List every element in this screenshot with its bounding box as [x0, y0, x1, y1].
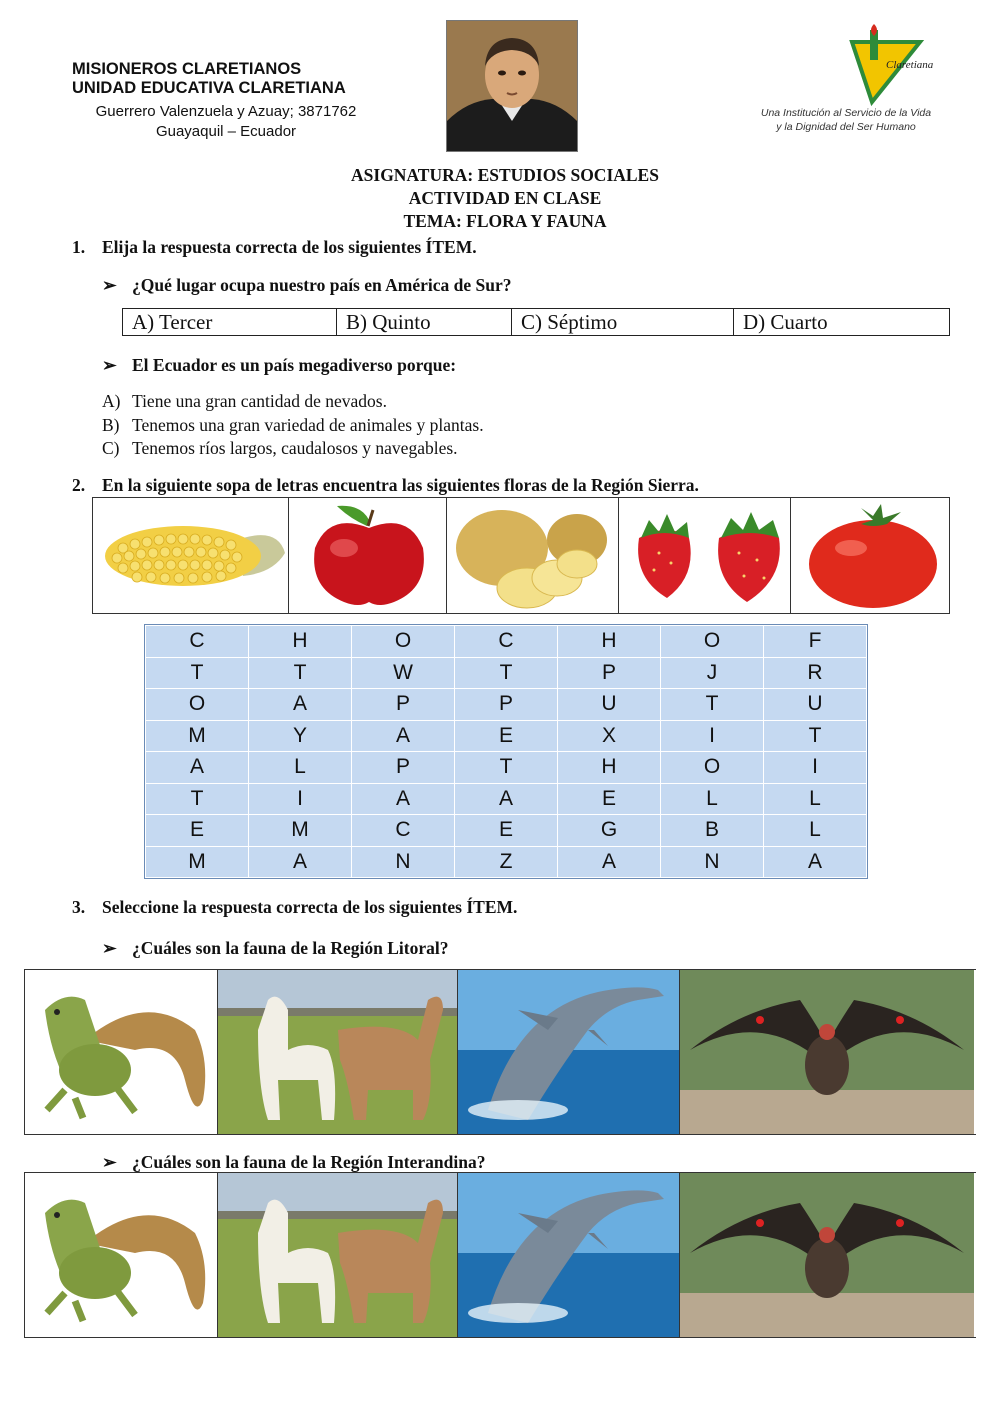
grid-cell[interactable]: A	[146, 752, 249, 784]
grid-row	[146, 846, 867, 878]
iguana-image[interactable]	[24, 970, 218, 1134]
iguana-image[interactable]	[24, 1173, 218, 1337]
question-3-number: 3.	[72, 897, 86, 917]
grid-cell[interactable]: L	[249, 752, 352, 784]
subject-title: ASIGNATURA: ESTUDIOS SOCIALES	[351, 165, 659, 185]
grid-cell[interactable]: O	[661, 626, 764, 658]
question-1	[72, 237, 477, 258]
condor-image[interactable]	[680, 1173, 974, 1337]
grid-cell[interactable]: M	[146, 720, 249, 752]
dolphin-image[interactable]	[458, 1173, 680, 1337]
grid-cell[interactable]: T	[764, 720, 867, 752]
list-item[interactable]: B) Tenemos una gran variedad de animales y plantas.	[102, 414, 484, 435]
activity-title: ACTIVIDAD EN CLASE	[408, 188, 602, 208]
grid-cell[interactable]: A	[764, 846, 867, 878]
grid-cell[interactable]: E	[558, 783, 661, 815]
grid-cell[interactable]: H	[558, 626, 661, 658]
grid-cell[interactable]: H	[249, 626, 352, 658]
q1-sub-1	[102, 275, 512, 296]
grid-row	[146, 626, 867, 658]
grid-cell[interactable]: L	[661, 783, 764, 815]
grid-cell[interactable]: F	[764, 626, 867, 658]
grid-cell[interactable]: I	[661, 720, 764, 752]
fauna-interandina-images	[24, 1172, 976, 1338]
grid-cell[interactable]: E	[455, 815, 558, 847]
grid-cell[interactable]: T	[455, 752, 558, 784]
grid-cell[interactable]: L	[764, 783, 867, 815]
question-2	[72, 475, 699, 496]
grid-cell[interactable]: M	[249, 815, 352, 847]
question-1-number: 1.	[72, 237, 86, 257]
grid-cell[interactable]: O	[352, 626, 455, 658]
grid-cell[interactable]: N	[661, 846, 764, 878]
grid-cell[interactable]: E	[455, 720, 558, 752]
grid-cell[interactable]: C	[146, 626, 249, 658]
tomato-image	[791, 498, 949, 613]
apple-image	[289, 498, 447, 613]
grid-cell[interactable]: A	[352, 783, 455, 815]
grid-row	[146, 783, 867, 815]
grid-cell[interactable]: P	[352, 689, 455, 721]
question-2-text: En la siguiente sopa de letras encuentra las siguientes floras de la Región Sierra.	[102, 475, 699, 495]
q1-sub-2	[102, 355, 456, 376]
question-2-number: 2.	[72, 475, 86, 495]
org-name	[72, 60, 346, 98]
grid-cell[interactable]: O	[146, 689, 249, 721]
q3-sub-1-text: ¿Cuáles son la fauna de la Región Litoral?	[132, 938, 449, 958]
alpacas-image[interactable]	[218, 1173, 458, 1337]
q1-options-table	[122, 308, 950, 336]
org-line-2: UNIDAD EDUCATIVA CLARETIANA	[72, 79, 346, 97]
saint-portrait	[446, 20, 578, 152]
grid-row	[146, 815, 867, 847]
dolphin-image[interactable]	[458, 970, 680, 1134]
grid-cell[interactable]: T	[146, 657, 249, 689]
grid-cell[interactable]: B	[661, 815, 764, 847]
grid-cell[interactable]: T	[249, 657, 352, 689]
option-c[interactable]: C) Séptimo	[512, 309, 734, 335]
org-address	[76, 102, 376, 142]
address-line-2: Guayaquil – Ecuador	[155, 123, 297, 140]
grid-row	[146, 657, 867, 689]
option-b[interactable]: B) Quinto	[337, 309, 512, 335]
grid-cell[interactable]: L	[764, 815, 867, 847]
grid-cell[interactable]: P	[455, 689, 558, 721]
grid-cell[interactable]: W	[352, 657, 455, 689]
question-3-text: Seleccione la respuesta correcta de los siguientes ÍTEM.	[102, 897, 518, 917]
grid-cell[interactable]: I	[249, 783, 352, 815]
logo-tagline	[738, 106, 954, 134]
q1-sub-2-text: El Ecuador es un país megadiverso porque:	[132, 355, 457, 375]
fauna-litoral-images	[24, 969, 976, 1135]
grid-cell[interactable]: X	[558, 720, 661, 752]
grid-cell[interactable]: A	[352, 720, 455, 752]
logo-text: Claretiana	[886, 59, 934, 71]
arrow-bullet-icon: ➢	[102, 938, 117, 958]
q3-sub-1	[102, 938, 449, 959]
grid-row	[146, 720, 867, 752]
option-d[interactable]: D) Cuarto	[743, 310, 828, 334]
grid-cell[interactable]: P	[558, 657, 661, 689]
grid-cell[interactable]: A	[249, 689, 352, 721]
grid-cell[interactable]: P	[352, 752, 455, 784]
address-line-1: Guerrero Valenzuela y Azuay; 3871762	[95, 103, 357, 120]
grid-cell[interactable]: M	[146, 846, 249, 878]
grid-cell[interactable]: A	[249, 846, 352, 878]
grid-cell[interactable]: H	[558, 752, 661, 784]
strawberry-image	[619, 498, 791, 613]
arrow-bullet-icon: ➢	[102, 355, 117, 375]
grid-cell[interactable]: Z	[455, 846, 558, 878]
grid-cell[interactable]: C	[455, 626, 558, 658]
grid-row	[146, 689, 867, 721]
grid-cell[interactable]: U	[764, 689, 867, 721]
q3-sub-2	[102, 1152, 485, 1173]
grid-cell[interactable]: C	[352, 815, 455, 847]
grid-cell[interactable]: O	[661, 752, 764, 784]
flora-images	[92, 497, 950, 614]
word-search-grid	[145, 625, 867, 878]
grid-cell[interactable]: N	[352, 846, 455, 878]
alpacas-image[interactable]	[218, 970, 458, 1134]
grid-cell[interactable]: Y	[249, 720, 352, 752]
topic-title: TEMA: FLORA Y FAUNA	[403, 211, 607, 231]
grid-cell[interactable]: I	[764, 752, 867, 784]
list-item[interactable]: C) Tenemos ríos largos, caudalosos y navegables.	[102, 438, 458, 458]
grid-cell[interactable]: A	[455, 783, 558, 815]
question-1-text: Elija la respuesta correcta de los siguientes ÍTEM.	[102, 237, 477, 257]
grid-cell[interactable]: U	[558, 689, 661, 721]
grid-cell[interactable]: T	[146, 783, 249, 815]
q1-sub-2-options	[102, 390, 484, 461]
corn-image	[93, 498, 289, 613]
arrow-bullet-icon: ➢	[102, 275, 117, 295]
document-titles	[0, 164, 1000, 233]
condor-image[interactable]	[680, 970, 974, 1134]
grid-cell[interactable]: J	[661, 657, 764, 689]
q3-sub-2-text: ¿Cuáles son la fauna de la Región Interandina?	[132, 1152, 486, 1172]
grid-cell[interactable]: T	[455, 657, 558, 689]
grid-cell[interactable]: T	[661, 689, 764, 721]
grid-cell[interactable]: G	[558, 815, 661, 847]
option-a[interactable]: A) Tercer	[123, 309, 337, 335]
list-item[interactable]: A) Tiene una gran cantidad de nevados.	[102, 391, 387, 411]
grid-cell[interactable]: R	[764, 657, 867, 689]
grid-row	[146, 752, 867, 784]
logo-tag-line-1: Una Institución al Servicio de la Vida	[760, 107, 932, 119]
q1-sub-1-text: ¿Qué lugar ocupa nuestro país en América de Sur?	[132, 275, 512, 295]
question-3	[72, 897, 517, 918]
grid-cell[interactable]: E	[146, 815, 249, 847]
potato-image	[447, 498, 619, 613]
org-line-1: MISIONEROS CLARETIANOS	[72, 60, 302, 78]
logo-tag-line-2: y la Dignidad del Ser Humano	[776, 121, 916, 133]
arrow-bullet-icon: ➢	[102, 1152, 117, 1172]
grid-cell[interactable]: A	[558, 846, 661, 878]
